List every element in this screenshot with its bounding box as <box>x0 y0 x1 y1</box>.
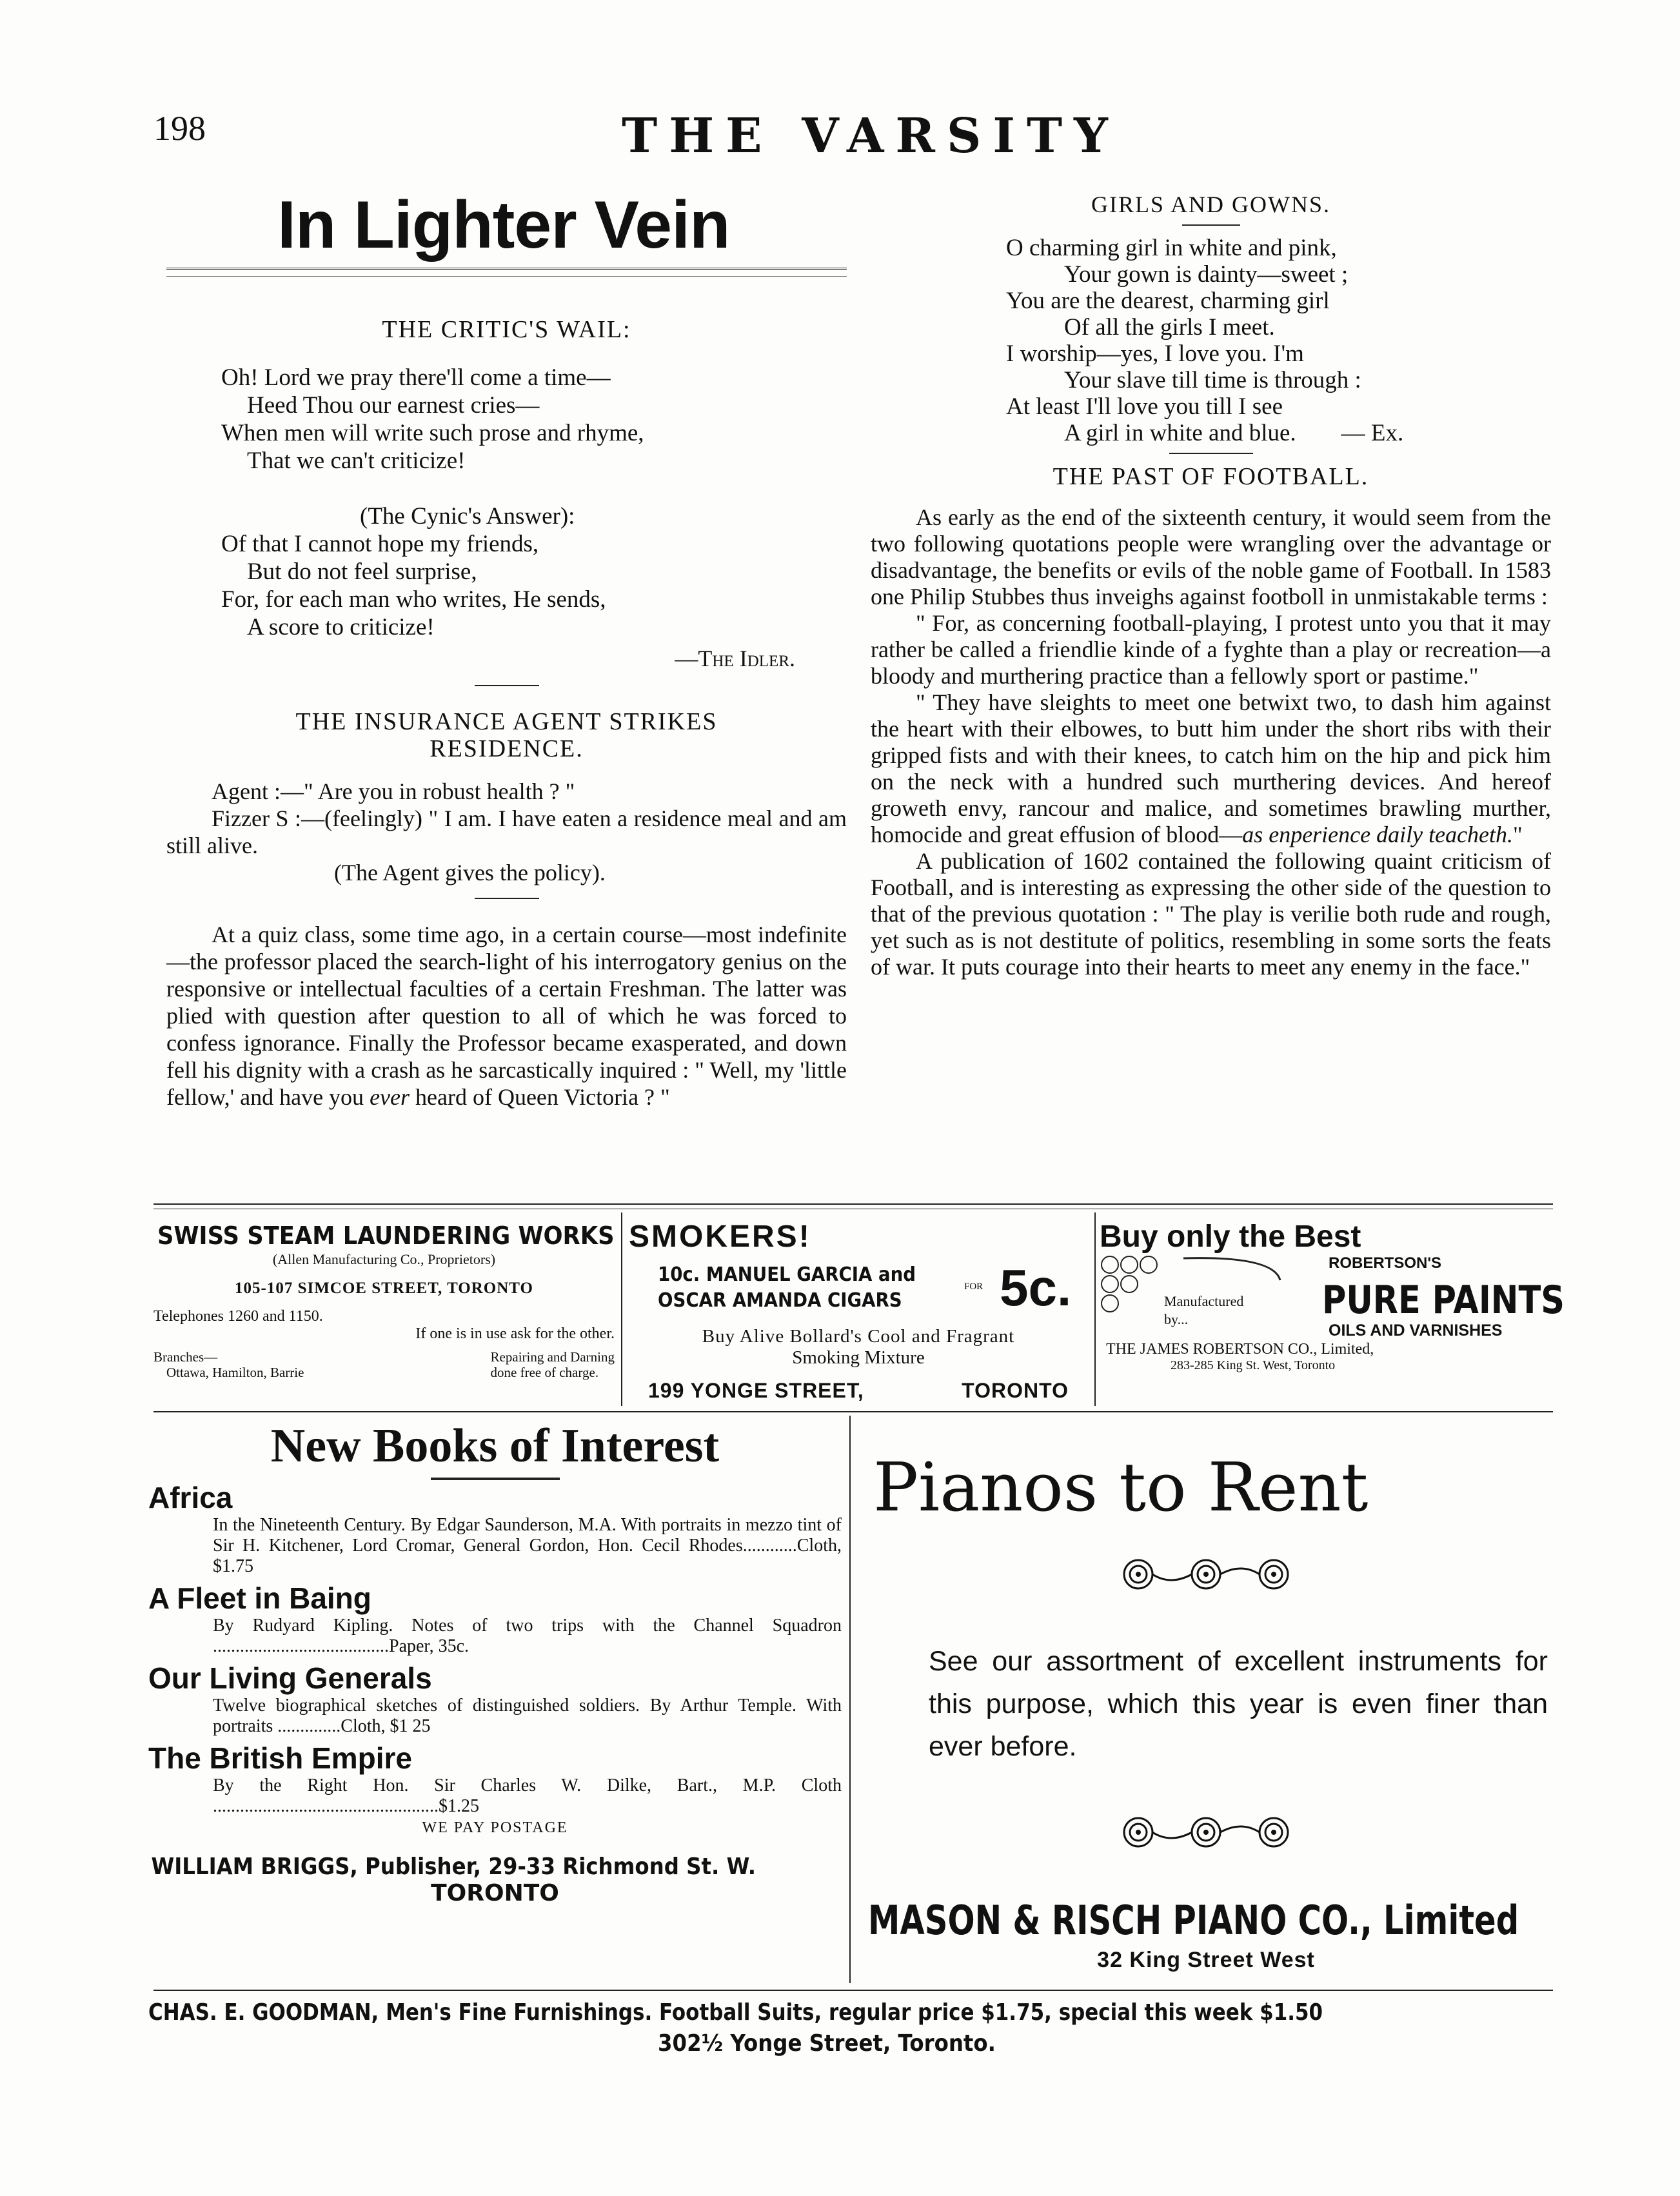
football-title: THE PAST OF FOOTBALL. <box>1052 463 1369 490</box>
pianos-title: Pianos to Rent <box>873 1448 1369 1527</box>
book-entry <box>148 1741 842 1817</box>
book-entry <box>148 1581 842 1657</box>
paints-product: PURE PAINTS <box>1322 1278 1565 1323</box>
smokers-for: FOR <box>964 1281 983 1292</box>
paints-body <box>1100 1254 1565 1340</box>
poem-line: When men will write such prose and rhyme, <box>221 420 644 446</box>
piano-company: MASON & RISCH PIANO CO., Limited <box>868 1897 1519 1944</box>
divider <box>1169 453 1253 454</box>
poem-line: Your slave till time is through : <box>1064 367 1361 393</box>
swiss-title: SWISS STEAM LAUNDERING WORKS <box>157 1222 615 1250</box>
paints-sub: OILS AND VARNISHES <box>1329 1321 1503 1340</box>
smokers-offer <box>629 1258 1088 1326</box>
book-title: The British Empire <box>148 1741 412 1775</box>
paints-title: Buy only the Best <box>1100 1220 1361 1254</box>
ornament-icon <box>1116 1555 1296 1594</box>
column-divider <box>849 1416 851 1983</box>
divider <box>1182 224 1240 226</box>
swiss-repair <box>491 1349 615 1380</box>
insurance-line: Fizzer S :—(feelingly) " I am. I have eaten a residence meal and am still alive. <box>166 806 847 858</box>
paints-company: THE JAMES ROBERTSON CO., Limited, <box>1106 1341 1374 1358</box>
book-title: A Fleet in Baing <box>148 1581 371 1615</box>
insurance-text <box>166 778 847 886</box>
insurance-line: (The Agent gives the policy). <box>334 860 606 885</box>
critics-wail-title: THE CRITIC'S WAIL: <box>382 316 631 343</box>
quiz-tail: heard of Queen Victoria ? " <box>410 1084 670 1110</box>
football-emphasis: as enperience daily teacheth. <box>1242 822 1514 847</box>
section-title: In Lighter Vein <box>277 188 730 262</box>
paints-made-1: Manufactured <box>1164 1293 1244 1309</box>
swiss-note: If one is in use ask for the other. <box>415 1325 615 1342</box>
pianos-ad <box>858 1419 1554 1973</box>
football-paragraph-tail: " <box>1513 822 1523 847</box>
paints-brand: ROBERTSON'S <box>1329 1254 1442 1272</box>
smokers-line-2: OSCAR AMANDA CIGARS <box>658 1289 902 1312</box>
page-number: 198 <box>153 109 206 148</box>
insurance-line: Agent :—" Are you in robust health ? " <box>212 778 575 804</box>
piano-address: 32 King Street West <box>1097 1948 1315 1972</box>
poem-line: Of that I cannot hope my friends, <box>221 531 539 557</box>
ex-attribution: — Ex. <box>1341 420 1404 446</box>
smokers-mixture: Buy Alive Bollard's Cool and Fragrant <box>702 1326 1015 1347</box>
masthead: THE VARSITY <box>622 108 1120 164</box>
footer-line-2: 302½ Yonge Street, Toronto. <box>658 2030 996 2057</box>
book-title: Africa <box>148 1481 233 1514</box>
football-paragraph: " They have sleights to meet one betwixt two, to dash him against the heart with their elbowes, to butt him under the short ribs with their gripped fists and with their knees, to catch him on the hip and pick him on the neck with a hundred such murthering devices. And hereof groweth envy, rancour and malice, and sometimes brawling murther, homocide and great effusion of blood— <box>871 689 1551 847</box>
publisher: WILLIAM BRIGGS, Publisher, 29-33 Richmond St. W. <box>151 1854 756 1880</box>
swiss-branches <box>153 1349 304 1380</box>
books-ad <box>148 1419 842 1906</box>
paints-made-2: by... <box>1164 1311 1189 1327</box>
postage-note: WE PAY POSTAGE <box>422 1819 568 1836</box>
poem-line: At least I'll love you till I see <box>1006 393 1283 420</box>
girls-gowns-poem <box>871 235 1551 446</box>
football-text <box>871 504 1551 980</box>
books-title: New Books of Interest <box>270 1419 720 1472</box>
swiss-repair-1: Repairing and Darning <box>490 1349 615 1365</box>
footer-rule <box>153 1990 1553 1991</box>
cynic-answer-poem <box>166 530 847 641</box>
poem-line: You are the dearest, charming girl <box>1006 288 1330 314</box>
poem-line <box>871 420 1551 446</box>
book-description: In the Nineteenth Century. By Edgar Saunderson, M.A. With portraits in mezzo tint of Sir H. Kitchener, Lord Cromar, General Gordon, Hon. Cecil Rhodes............Cloth, $1.75 <box>213 1515 842 1576</box>
divider <box>475 685 539 686</box>
quiz-text <box>166 921 847 1111</box>
girls-gowns-title: GIRLS AND GOWNS. <box>1091 192 1330 217</box>
swiss-laundry-ad <box>153 1212 615 1406</box>
book-title: Our Living Generals <box>148 1661 432 1695</box>
poem-line: I worship—yes, I love you. I'm <box>1006 341 1304 367</box>
ad-strip-bottom-rule <box>153 1411 1553 1412</box>
poem-line: A score to criticize! <box>247 614 435 640</box>
poem-line: Of all the girls I meet. <box>1064 314 1275 341</box>
ad-divider <box>1094 1212 1096 1406</box>
smokers-price: 5c. <box>1000 1259 1072 1316</box>
quiz-paragraph: At a quiz class, some time ago, in a certain course—most indefinite—the professor placed the search-light of his interrogatory genius on the responsive or intellectual faculties of a certain Freshman. The latter was plied with question after question to all of which he was forced to confess ignorance. Finally the Professor became exasperated, and down fell his dignity with a crash as he sarcastically inquired : " Well, my 'little fellow,' and have you <box>166 922 847 1110</box>
football-paragraph: As early as the end of the sixteenth century, it would seem from the two following quotations people were wrangling over the advantage or disadvantage, the benefits or evils of the noble game of Football. In 1583 one Philip Stubbes thus inveighs against footboll in unmistakable terms : <box>871 504 1551 609</box>
insurance-title-1: THE INSURANCE AGENT STRIKES <box>295 708 718 735</box>
poem-line: For, for each man who writes, He sends, <box>221 586 606 613</box>
ornament-icon <box>1116 1813 1296 1852</box>
smokers-city: TORONTO <box>962 1379 1069 1402</box>
poem-line: That we can't criticize! <box>247 448 466 474</box>
idler-attribution: —The Idler. <box>675 646 795 671</box>
swiss-repair-2: done free of charge. <box>490 1365 599 1380</box>
smokers-ad <box>629 1212 1088 1406</box>
poem-line: But do not feel surprise, <box>247 559 477 585</box>
book-entry <box>148 1661 842 1737</box>
smokers-line-1: 10c. MANUEL GARCIA and <box>658 1263 916 1286</box>
left-column <box>166 303 847 1111</box>
football-paragraph: A publication of 1602 contained the following quaint criticism of Football, and is interesting as expressing the other side of the question to that of the previous quotation : " The play is verilie both rude and rough, yet such as is not destitute of politics, resembling in some sorts the feats of war. It puts courage into their hearts to meet any enemy in the face." <box>871 848 1551 980</box>
divider <box>475 898 539 899</box>
footer-line-1: CHAS. E. GOODMAN, Men's Fine Furnishings. Football Suits, regular price $1.75, special this week $1.50 <box>148 1999 1323 2026</box>
smokers-mixture-2: Smoking Mixture <box>792 1347 925 1368</box>
football-paragraph: " For, as concerning football-playing, I protest unto you that it may rather be called a friendlie kinde of a fyghte than a play or recreation—a bloody and murthering practice than a fellowly sport or pastime." <box>871 610 1551 689</box>
swiss-branches-label: Branches— <box>153 1349 218 1365</box>
cynic-answer-title: (The Cynic's Answer): <box>360 503 575 529</box>
paints-ad <box>1100 1212 1565 1406</box>
title-rule <box>166 268 847 277</box>
book-entry <box>148 1480 842 1577</box>
ad-divider <box>621 1212 622 1406</box>
book-description: Twelve biographical sketches of distinguished soldiers. By Arthur Temple. With portraits ..............Cloth, $1 25 <box>213 1696 842 1736</box>
book-description: By Rudyard Kipling. Notes of two trips with the Channel Squadron .......................................Paper, 35c. <box>213 1616 842 1656</box>
pianos-text: See our assortment of excellent instruments for this purpose, which this year is even finer than ever before. <box>929 1646 1548 1762</box>
quiz-emphasis: ever <box>370 1084 410 1110</box>
swiss-footer <box>153 1349 615 1380</box>
publisher-city: TORONTO <box>431 1880 559 1906</box>
smokers-title: SMOKERS! <box>629 1220 811 1254</box>
smokers-address <box>629 1379 1088 1403</box>
swiss-subtitle: (Allen Manufacturing Co., Proprietors) <box>272 1251 496 1267</box>
poem-line: O charming girl in white and pink, <box>1006 235 1337 261</box>
poem-line: Your gown is dainty—sweet ; <box>1064 261 1349 288</box>
critics-wail-poem <box>166 364 847 475</box>
paints-address: 283-285 King St. West, Toronto <box>1171 1358 1336 1372</box>
right-column <box>871 187 1551 980</box>
ad-strip-rule <box>153 1203 1553 1209</box>
swiss-branch-cities: Ottawa, Hamilton, Barrie <box>166 1365 304 1380</box>
book-description: By the Right Hon. Sir Charles W. Dilke, Bart., M.P. Cloth ..................................................$1.25 <box>213 1776 842 1816</box>
swiss-phones: Telephones 1260 and 1150. <box>153 1308 323 1325</box>
swiss-address: 105-107 SIMCOE STREET, TORONTO <box>235 1280 533 1297</box>
poem-line: Oh! Lord we pray there'll come a time— <box>221 364 611 391</box>
poem-line-text: A girl in white and blue. <box>1064 420 1296 446</box>
insurance-title-2: RESIDENCE. <box>430 735 584 762</box>
smokers-street: 199 YONGE STREET, <box>648 1379 864 1402</box>
poem-line: Heed Thou our earnest cries— <box>247 392 540 419</box>
